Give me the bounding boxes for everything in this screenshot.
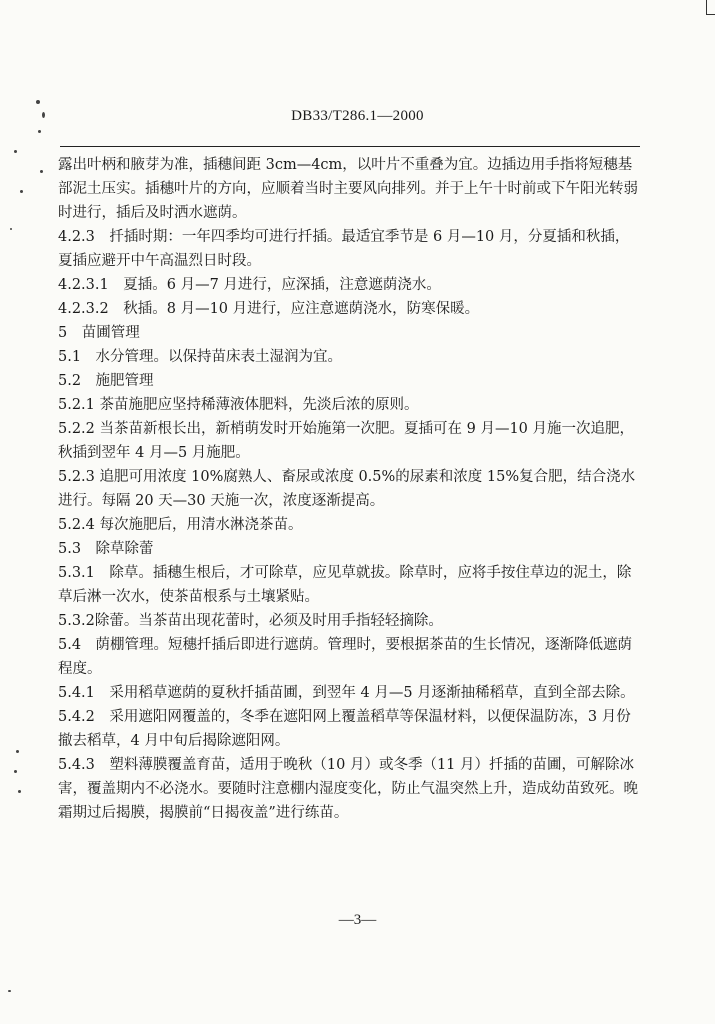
paragraph-5-2-2: 5.2.2 当茶苗新根长出，新梢萌发时开始施第一次肥。夏插可在 9 月—10 月施一次追肥，秋插到翌年 4 月—5 月施肥。 [58, 421, 635, 461]
scan-speck [18, 790, 21, 793]
section-heading-5-3: 5.3 除草除蕾 [58, 541, 154, 557]
scan-speck [36, 100, 40, 104]
scan-speck [40, 170, 43, 173]
paragraph-5-4: 5.4 荫棚管理。短穗扦插后即进行遮荫。管理时，要根据茶苗的生长情况，逐渐降低遮荫程度。 [58, 637, 633, 677]
scan-speck [14, 770, 17, 773]
scan-speck [8, 990, 11, 992]
section-heading-5-2: 5.2 施肥管理 [58, 373, 154, 389]
document-body [58, 153, 638, 825]
header-rule [60, 146, 640, 147]
scan-speck [14, 150, 17, 153]
paragraph-4-2-3-2: 4.2.3.2 秋插。8 月—10 月进行，应注意遮荫浇水，防寒保暖。 [58, 301, 480, 317]
paragraph-5-2-4: 5.2.4 每次施肥后，用清水淋浇茶苗。 [58, 517, 303, 533]
document-header: DB33/T286.1—2000 [291, 108, 424, 124]
corner-mark [706, 0, 715, 15]
scan-speck [10, 228, 12, 230]
scan-speck [16, 750, 19, 753]
paragraph-5-2-3: 5.2.3 追肥可用浓度 10%腐熟人、畜尿或浓度 0.5%的尿素和浓度 15%复合肥，结合浇水进行。每隔 20 天—30 天施一次，浓度逐渐提高。 [58, 469, 636, 509]
paragraph-5-2-1: 5.2.1 茶苗施肥应坚持稀薄液体肥料，先淡后浓的原则。 [58, 397, 419, 413]
paragraph-5-1: 5.1 水分管理。以保持苗床表土湿润为宜。 [58, 349, 343, 365]
paragraph-5-4-1: 5.4.1 采用稻草遮荫的夏秋扦插苗圃，到翌年 4 月—5 月逐渐抽稀稻草，直到全部去除。 [58, 685, 635, 701]
paragraph-5-3-2: 5.3.2除蕾。当茶苗出现花蕾时，必须及时用手指轻轻摘除。 [58, 613, 443, 629]
paragraph-continuation: 露出叶柄和腋芽为准，插穗间距 3cm—4cm，以叶片不重叠为宜。边插边用手指将短穗基部泥土压实。插穗叶片的方向，应顺着当时主要风向排列。并于上午十时前或下午阳光转弱时进行，插后及时洒水遮荫。 [58, 157, 638, 221]
page-number: —3— [338, 912, 377, 928]
scan-speck [20, 190, 23, 193]
section-heading-5: 5 苗圃管理 [58, 325, 140, 341]
paragraph-4-2-3: 4.2.3 扦插时期：一年四季均可进行扦插。最适宜季节是 6 月—10 月，分夏插和秋插，夏插应避开中午高温烈日时段。 [58, 229, 630, 269]
scan-speck [38, 130, 41, 133]
paragraph-5-4-3: 5.4.3 塑料薄膜覆盖育苗，适用于晚秋（10 月）或冬季（11 月）扦插的苗圃，可解除冰害，覆盖期内不必浇水。要随时注意棚内湿度变化，防止气温突然上升，造成幼苗致死。晚霜期过后揭膜，揭膜前“日揭夜盖”进行练苗。 [58, 757, 638, 821]
paragraph-5-4-2: 5.4.2 采用遮阳网覆盖的，冬季在遮阳网上覆盖稻草等保温材料，以便保温防冻，3 月份撤去稻草，4 月中旬后揭除遮阳网。 [58, 709, 631, 749]
paragraph-4-2-3-1: 4.2.3.1 夏插。6 月—7 月进行，应深插，注意遮荫浇水。 [58, 277, 441, 293]
paragraph-5-3-1: 5.3.1 除草。插穗生根后，才可除草，应见草就拔。除草时，应将手按住草边的泥土，除草后淋一次水，使茶苗根系与土壤紧贴。 [58, 565, 632, 605]
